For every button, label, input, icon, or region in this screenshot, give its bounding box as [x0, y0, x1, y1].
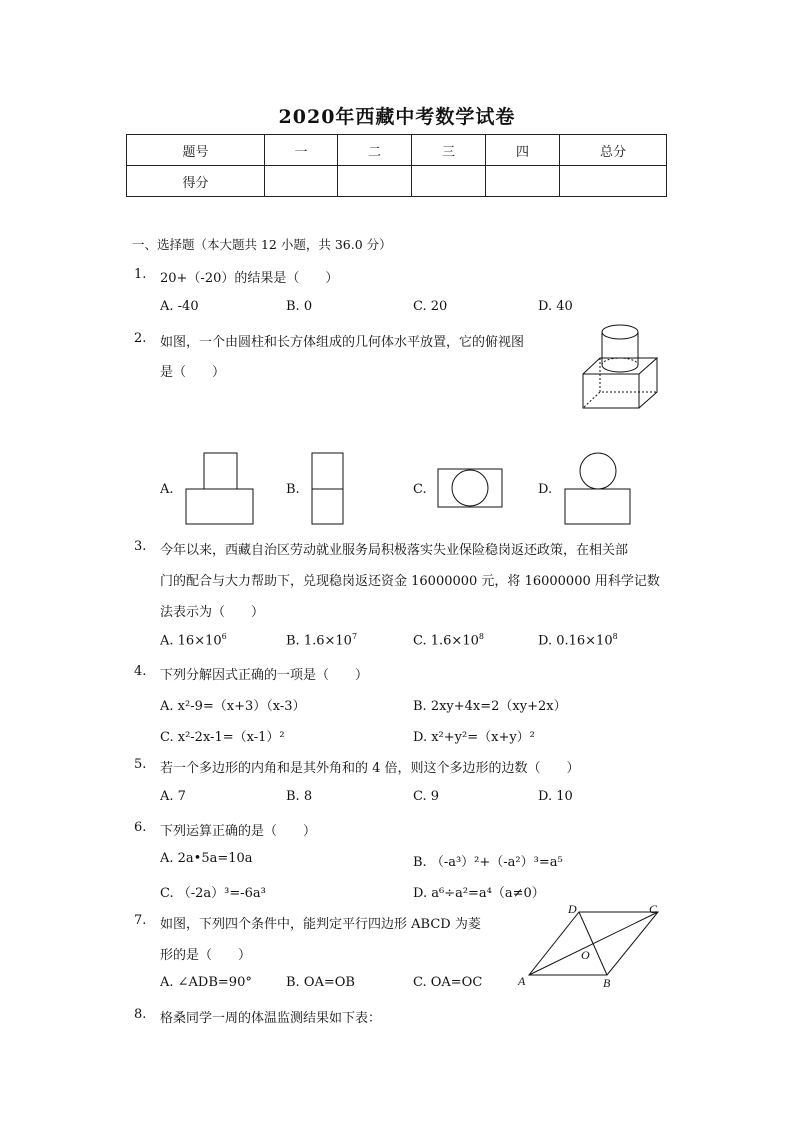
- page-title: 2020年西藏中考数学试卷: [278, 106, 516, 128]
- point-label-a: A: [518, 974, 526, 988]
- table-cell: 题号: [127, 135, 265, 166]
- table-cell: [486, 166, 560, 197]
- option-b-figure: [310, 452, 346, 526]
- option-a: A. -40: [160, 299, 199, 314]
- point-label-c: C: [649, 902, 658, 916]
- option-c-figure: [436, 468, 504, 510]
- table-cell: 得分: [127, 166, 265, 197]
- question-number: 7.: [134, 913, 147, 928]
- question-text: 下列分解因式正确的一项是（ ）: [160, 668, 369, 683]
- table-cell: 一: [265, 135, 338, 166]
- point-label-o: O: [581, 948, 590, 962]
- option-c: C. （-2a）³=-6a³: [160, 886, 266, 901]
- question-text: 形的是（ ）: [160, 948, 252, 963]
- option-c: C. OA=OC: [413, 975, 483, 990]
- question-text: 格桑同学一周的体温监测结果如下表：: [160, 1011, 382, 1026]
- question-number: 6.: [134, 820, 147, 835]
- question-text: 如图，下列四个条件中，能判定平行四边形 ABCD 为菱: [160, 917, 481, 932]
- section-heading: 一、选择题（本大题共 12 小题，共 36.0 分）: [132, 237, 392, 252]
- point-label-d: D: [568, 902, 577, 916]
- question-text: 20+（-20）的结果是（ ）: [160, 271, 339, 286]
- option-c: C. x²-2x-1=（x-1）²: [160, 730, 285, 745]
- option-a: A.: [160, 482, 174, 497]
- table-row: [127, 135, 667, 166]
- table-cell: [265, 166, 338, 197]
- option-a: A. 2a•5a=10a: [160, 851, 253, 866]
- cylinder-box-figure: [578, 322, 660, 412]
- question-text: 下列运算正确的是（ ）: [160, 824, 317, 839]
- question-number: 2.: [134, 331, 147, 346]
- question-number: 4.: [134, 664, 147, 679]
- option-d: D. x²+y²=（x+y）²: [413, 730, 535, 745]
- option-a: A. $16\times 10^6$: [160, 632, 227, 649]
- option-d: D. 40: [538, 299, 573, 314]
- option-d: D. 10: [538, 789, 573, 804]
- table-cell: 二: [338, 135, 412, 166]
- score-table: [126, 134, 667, 197]
- point-label-b: B: [603, 976, 611, 990]
- table-cell: 总分: [560, 135, 667, 166]
- question-text: 法表示为（ ）: [160, 605, 265, 620]
- question-number: 1.: [134, 267, 147, 282]
- question-text: 如图，一个由圆柱和长方体组成的几何体水平放置，它的俯视图: [160, 335, 525, 350]
- question-number: 8.: [134, 1007, 147, 1022]
- table-cell: 三: [412, 135, 486, 166]
- option-c: C. 20: [413, 299, 448, 314]
- question-number: 3.: [134, 539, 147, 554]
- option-b: B.: [286, 482, 300, 497]
- option-b: B. 2xy+4x=2（xy+2x）: [413, 699, 567, 714]
- parallelogram-figure: [515, 900, 665, 992]
- option-b: B. 8: [286, 789, 313, 804]
- option-b: B. 0: [286, 299, 313, 314]
- option-d: D.: [538, 482, 553, 497]
- option-c: C. $1.6\times 10^8$: [413, 632, 484, 649]
- table-cell: [412, 166, 486, 197]
- question-text: 若一个多边形的内角和是其外角和的 4 倍，则这个多边形的边数（ ）: [160, 761, 580, 776]
- question-number: 5.: [134, 757, 147, 772]
- option-a: A. ∠ADB=90°: [160, 975, 252, 990]
- table-cell: [338, 166, 412, 197]
- option-c: C.: [413, 482, 427, 497]
- option-b: B. $1.6\times 10^7$: [286, 632, 358, 649]
- question-text: 门的配合与大力帮助下，兑现稳岗返还资金 16000000 元，将 16000000 用科学记数: [160, 574, 660, 589]
- option-b: B. OA=OB: [286, 975, 355, 990]
- option-a: A. 7: [160, 789, 186, 804]
- question-text: 是（ ）: [160, 365, 226, 380]
- table-cell: [560, 166, 667, 197]
- option-c: C. 9: [413, 789, 440, 804]
- option-d: D. a⁶÷a²=a⁴（a≠0）: [413, 886, 545, 901]
- question-text: 今年以来，西藏自治区劳动就业服务局积极落实失业保险稳岗返还政策，在相关部: [160, 543, 629, 558]
- option-d: D. $0.16\times 10^8$: [538, 632, 618, 649]
- table-row: [127, 166, 667, 197]
- option-a: A. x²-9=（x+3）（x-3）: [160, 699, 306, 714]
- option-d-figure: [563, 452, 633, 528]
- table-cell: 四: [486, 135, 560, 166]
- option-b: B. （-a³）²+（-a²）³=a⁵: [413, 855, 563, 870]
- option-a-figure: [184, 452, 256, 526]
